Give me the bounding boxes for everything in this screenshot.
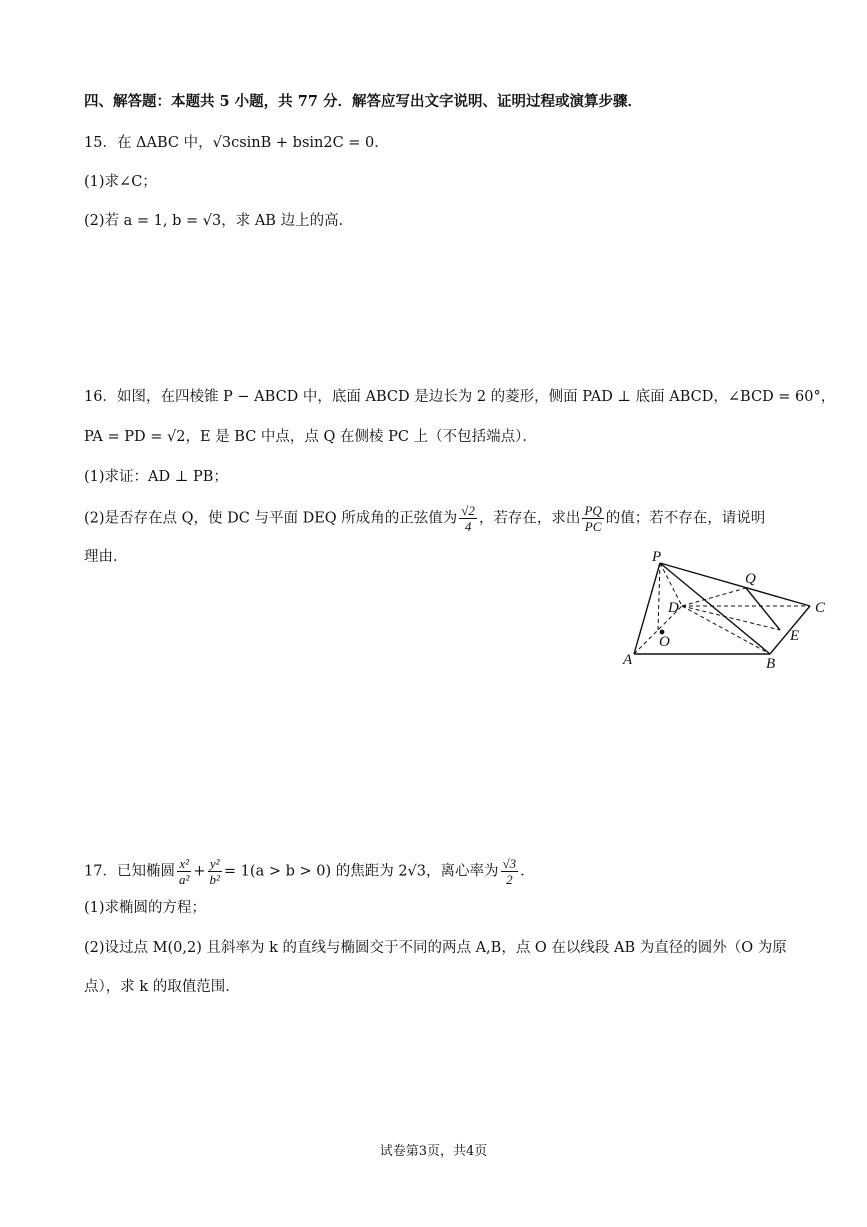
fraction-numerator: y² bbox=[208, 856, 222, 872]
label-c: C bbox=[815, 600, 826, 616]
section-heading: 四、解答题：本题共 5 小题，共 77 分．解答应写出文字说明、证明过程或演算步骤． bbox=[84, 93, 642, 110]
q17-stem-text-a: 17．已知椭圆 bbox=[84, 863, 175, 880]
segment-de bbox=[682, 606, 780, 630]
segment-db bbox=[682, 606, 770, 654]
q17-part2-line2: 点），求 k 的取值范围． bbox=[84, 979, 240, 995]
label-o: O bbox=[659, 634, 670, 650]
q16-part2-text-c: 的值；若不存在，请说明 bbox=[605, 510, 766, 527]
fraction-denominator: PC bbox=[584, 519, 602, 534]
pyramid-figure bbox=[612, 548, 842, 673]
segment-qe bbox=[746, 588, 780, 630]
q15-part1: (1)求∠C； bbox=[84, 174, 157, 190]
q17-stem-text-b: = 1(a > b > 0) 的焦距为 2√3，离心率为 bbox=[223, 863, 499, 880]
label-e: E bbox=[790, 628, 800, 644]
q17-stem bbox=[84, 856, 535, 887]
q15-part2: (2)若 a = 1, b = √3，求 AB 边上的高． bbox=[84, 213, 354, 229]
label-d: D bbox=[668, 600, 679, 616]
fraction-denominator: 4 bbox=[464, 519, 472, 534]
fraction-denominator: 2 bbox=[506, 872, 513, 887]
q16-part2 bbox=[84, 503, 765, 534]
q16-stem-line1: 16．如图，在四棱锥 P − ABCD 中，底面 ABCD 是边长为 2 的菱形，侧面 PAD ⊥ 底面 ABCD，∠BCD = 60°， bbox=[84, 389, 836, 405]
segment-po bbox=[658, 563, 660, 630]
q17-stem-text-c: ． bbox=[520, 863, 535, 880]
q15-stem: 15．在 ΔABC 中，√3csinB + bsin2C = 0． bbox=[84, 135, 389, 151]
plus-sign: + bbox=[193, 863, 206, 880]
x-squared-fraction bbox=[177, 856, 191, 887]
label-b: B bbox=[766, 656, 776, 672]
segment-dq bbox=[682, 588, 746, 606]
pq-pc-fraction bbox=[582, 503, 603, 534]
label-p: P bbox=[652, 549, 662, 565]
label-a: A bbox=[623, 652, 633, 668]
label-q: Q bbox=[745, 571, 756, 587]
q16-part2-text-a: (2)是否存在点 Q，使 DC 与平面 DEQ 所成角的正弦值为 bbox=[84, 510, 458, 527]
page-footer: 试卷第3页，共4页 bbox=[379, 1144, 488, 1159]
q17-part2-line1: (2)设过点 M(0,2) 且斜率为 k 的直线与椭圆交于不同的两点 A,B，点 O 在以线段 AB 为直径的圆外（O 为原 bbox=[84, 940, 787, 956]
fraction-numerator: √2 bbox=[461, 503, 475, 518]
sine-value-fraction bbox=[459, 503, 477, 534]
edge-pc bbox=[660, 563, 810, 606]
fraction-numerator: x² bbox=[177, 856, 191, 872]
fraction-numerator: √3 bbox=[502, 856, 517, 871]
y-squared-fraction bbox=[208, 856, 222, 887]
q16-part2-text-b: ，若存在，求出 bbox=[478, 510, 581, 527]
fraction-numerator: PQ bbox=[584, 503, 602, 518]
eccentricity-fraction bbox=[501, 856, 519, 887]
q16-part1: (1)求证：AD ⊥ PB； bbox=[84, 469, 228, 485]
fraction-denominator: a² bbox=[178, 872, 190, 887]
edge-pa bbox=[634, 563, 660, 654]
q17-part1: (1)求椭圆的方程； bbox=[84, 900, 207, 916]
fraction-denominator: b² bbox=[209, 872, 220, 887]
q16-stem-line2: PA = PD = √2，E 是 BC 中点，点 Q 在侧棱 PC 上（不包括端点）． bbox=[84, 429, 537, 445]
q16-part2-line2: 理由． bbox=[84, 549, 128, 565]
